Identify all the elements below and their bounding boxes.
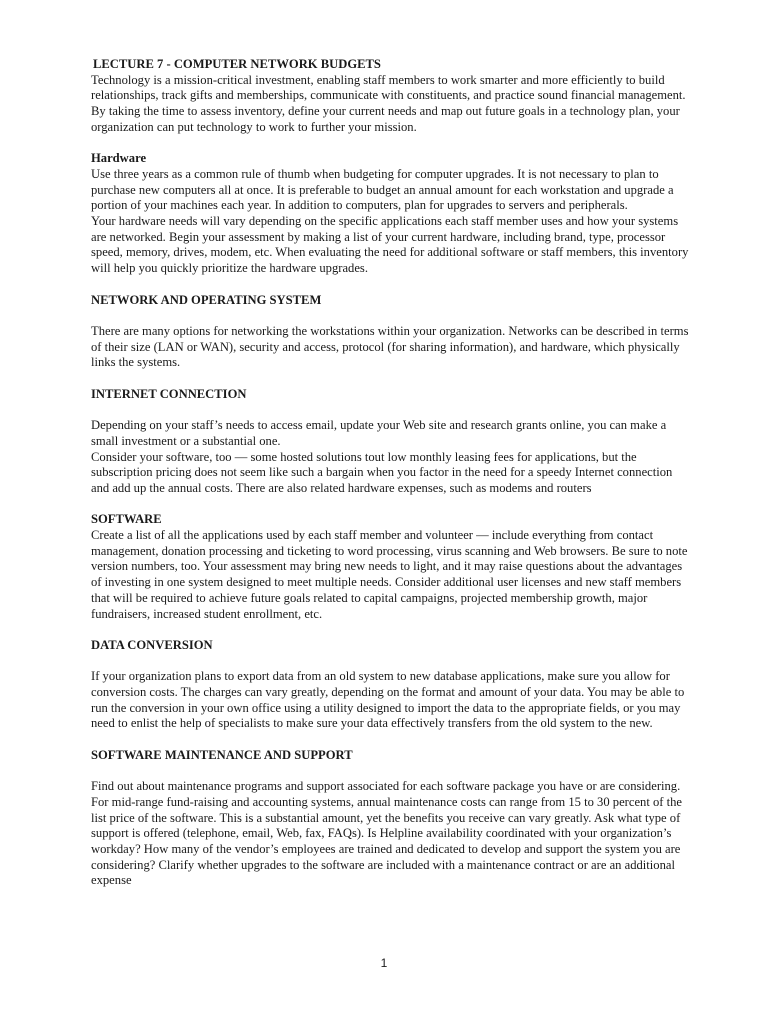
- section-heading-hardware: Hardware: [91, 151, 147, 166]
- section-heading-data-conversion: DATA CONVERSION: [91, 637, 213, 652]
- internet-paragraph-2: Consider your software, too — some hosted solutions tout low monthly leasing fees for applications, but the subscription pricing does not seem like such a bargain when you factor in the need for a speedy Internet connection and add up the annual costs. There are also related hardware expenses, such as modems and routers: [91, 449, 673, 495]
- data-conversion-paragraph-1: If your organization plans to export data from an old system to new database applications, make sure you allow for conversion costs. The charges can vary greatly, depending on the format and amount of your data. You may be able to run the conversion in your own office using a utility designed to import the data to the appropriate fields, or you may need to enlist the help of specialists to make sure your data effectively transfers from the old system to the new.: [91, 669, 685, 731]
- section-heading-software: SOFTWARE: [91, 512, 162, 527]
- internet-paragraph-1: Depending on your staff’s needs to access email, update your Web site and research grants online, you can make a small investment or a substantial one.: [91, 418, 667, 448]
- intro-paragraph: Technology is a mission-critical investment, enabling staff members to work smarter and more efficiently to build relationships, track gifts and memberships, communicate with constituents, and practice sound financial management. By taking the time to assess inventory, define your current needs and map out future goals in a technology plan, your organization can put technology to work to further your mission.: [91, 72, 686, 134]
- section-heading-network: NETWORK AND OPERATING SYSTEM: [91, 292, 322, 307]
- document-title: LECTURE 7 - COMPUTER NETWORK BUDGETS: [93, 57, 381, 71]
- section-heading-maintenance: SOFTWARE MAINTENANCE AND SUPPORT: [91, 747, 353, 762]
- page-number: 1: [380, 956, 388, 970]
- maintenance-paragraph-1: Find out about maintenance programs and support associated for each software package you have or are considering. For mid-range fund-raising and accounting systems, annual maintenance costs can range from 15 to 30 percent of the list price of the software. This is a substantial amount, yet the benefits you receive can vary greatly. Ask what type of support is offered (telephone, email, Web, fax, FAQs). Is Helpline availability coordinated with your organization’s workday? How many of the vendor’s employees are trained and dedicated to develop and support the system you are considering? Clarify whether upgrades to the software are included with a maintenance contract or are an additional expense: [91, 779, 683, 888]
- document-page: [91, 57, 691, 889]
- hardware-paragraph-2: Your hardware needs will vary depending on the specific applications each staff member uses and how your systems are networked. Begin your assessment by making a list of your current hardware, including brand, type, processor speed, memory, drives, modem, etc. When evaluating the need for additional software or staff members, this inventory will help you quickly prioritize the hardware upgrades.: [91, 214, 689, 276]
- software-paragraph-1: Create a list of all the applications used by each staff member and volunteer — include everything from contact management, donation processing and ticketing to word processing, virus scanning and Web browsers. Be sure to note version numbers, too. Your assessment may bring new needs to light, and it may raise questions about the advantages of investing in one system designed to meet multiple needs. Consider additional user licenses and new staff members that will be required to achieve future goals related to capital campaigns, projected membership growth, major fundraisers, increased student enrollment, etc.: [91, 528, 688, 621]
- network-paragraph-1: There are many options for networking the workstations within your organization. Networks can be described in terms of their size (LAN or WAN), security and access, protocol (for sharing information), and hardware, which physically links the systems.: [91, 323, 689, 370]
- section-heading-internet: INTERNET CONNECTION: [91, 386, 247, 401]
- hardware-paragraph-1: Use three years as a common rule of thumb when budgeting for computer upgrades. It is not necessary to plan to purchase new computers all at once. It is preferable to budget an annual amount for each workstation and upgrade a portion of your machines each year. In addition to computers, plan for upgrades to servers and peripherals.: [91, 166, 674, 213]
